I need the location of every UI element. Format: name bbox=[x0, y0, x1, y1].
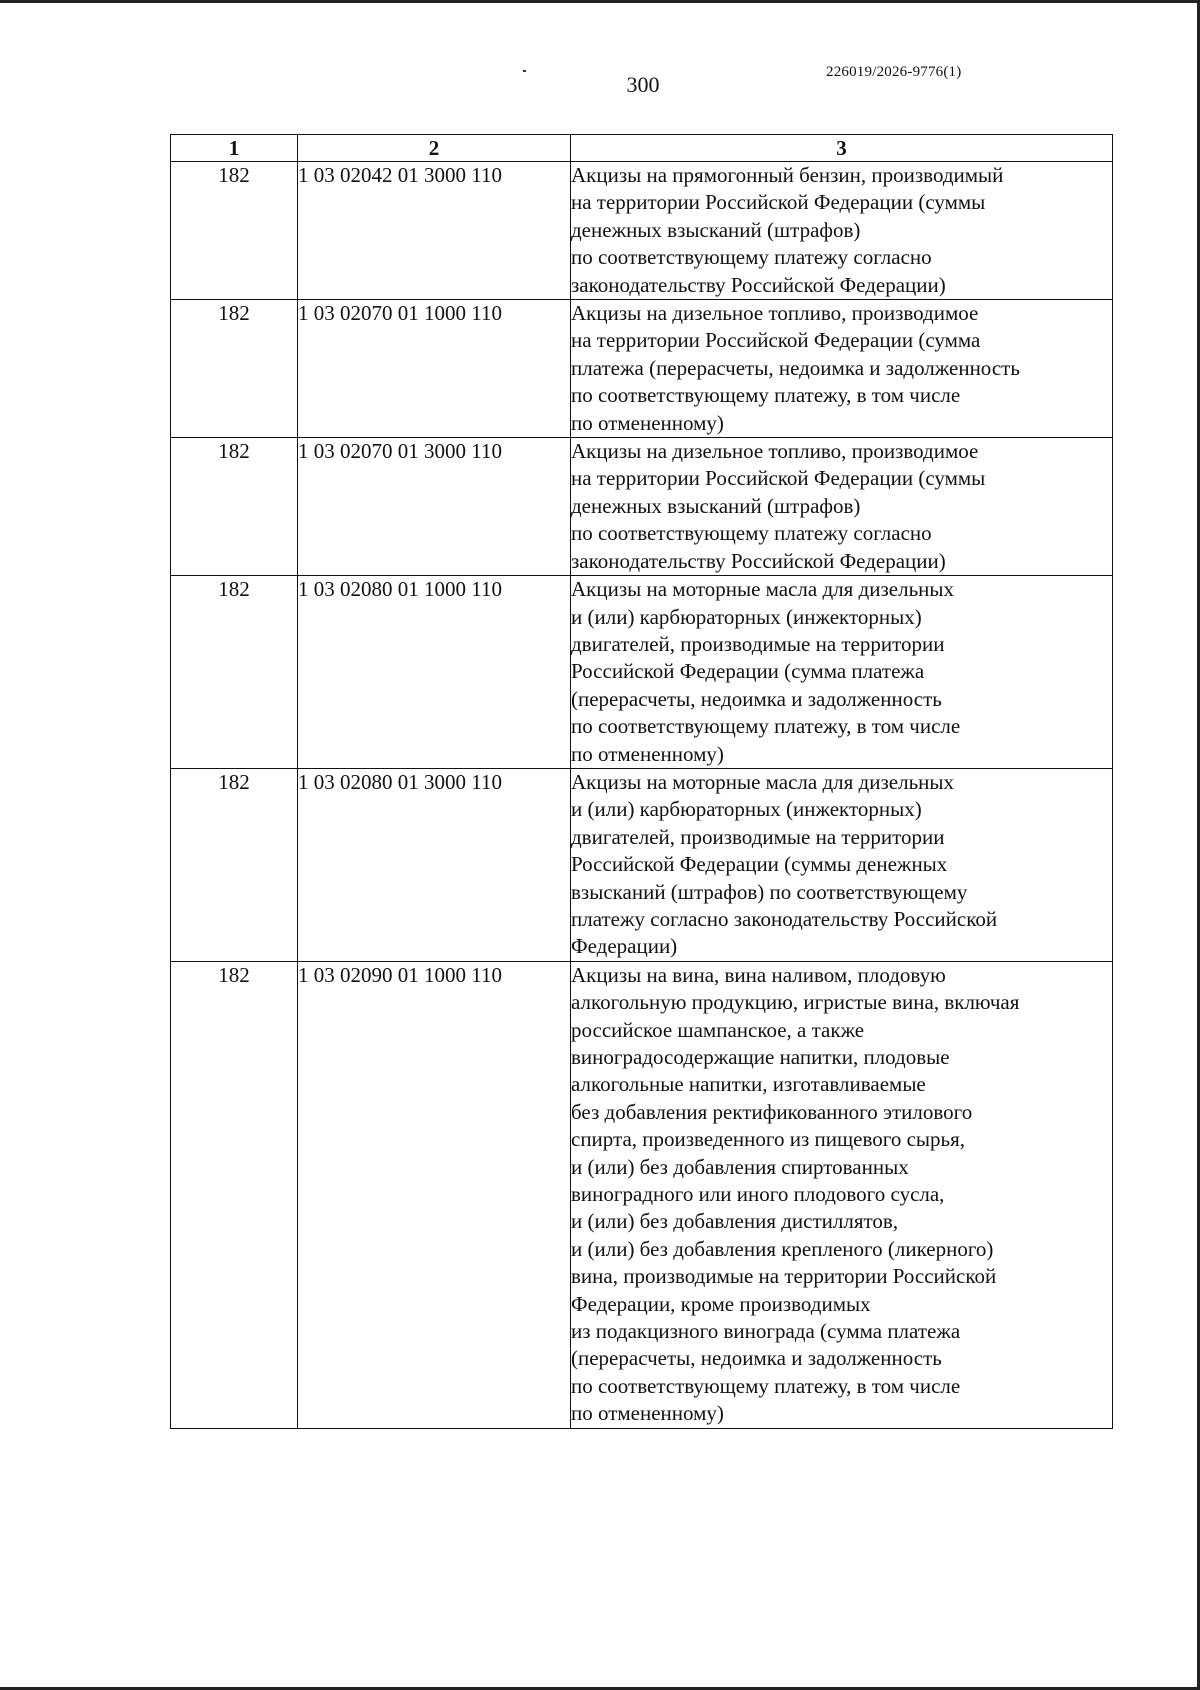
description-line: на территории Российской Федерации (суммы bbox=[571, 190, 986, 215]
description-line: Акцизы на вина, вина наливом, плодовую bbox=[571, 962, 946, 987]
description-line: денежных взысканий (штрафов) bbox=[571, 493, 861, 518]
description-line: платежа (перерасчеты, недоимка и задолженность bbox=[571, 355, 1020, 380]
table-header bbox=[171, 135, 1113, 162]
description-line: Акцизы на дизельное топливо, производимое bbox=[571, 439, 979, 464]
description-line: денежных взысканий (штрафов) bbox=[571, 217, 861, 242]
description-cell bbox=[571, 162, 1113, 300]
description-line: Российской Федерации (суммы денежных bbox=[571, 852, 948, 877]
description-line: (перерасчеты, недоимка и задолженность bbox=[571, 686, 942, 711]
description-line: по соответствующему платежу, в том числе bbox=[571, 714, 961, 739]
description-line: двигателей, производимые на территории bbox=[571, 824, 945, 849]
description-line: по отмененному) bbox=[571, 741, 724, 766]
budget-code-cell: 1 03 02042 01 3000 110 bbox=[298, 162, 571, 300]
description-line: из подакцизного винограда (сумма платежа bbox=[571, 1319, 961, 1344]
admin-code-cell: 182 bbox=[171, 300, 298, 438]
description-line: (перерасчеты, недоимка и задолженность bbox=[571, 1346, 942, 1371]
budget-code-cell: 1 03 02090 01 1000 110 bbox=[298, 961, 571, 1428]
page-number-text: 300 bbox=[626, 72, 660, 97]
admin-code-cell: 182 bbox=[171, 576, 298, 769]
description-line: Акцизы на моторные масла для дизельных bbox=[571, 769, 954, 794]
column-header-3: 3 bbox=[571, 135, 1113, 162]
description-line: Российской Федерации (сумма платежа bbox=[571, 659, 925, 684]
description-line: и (или) без добавления дистиллятов, bbox=[571, 1209, 899, 1234]
table-header-row bbox=[171, 135, 1113, 162]
budget-code-cell: 1 03 02080 01 1000 110 bbox=[298, 576, 571, 769]
description-line: без добавления ректификованного этилового bbox=[571, 1099, 973, 1124]
description-line: спирта, произведенного из пищевого сырья, bbox=[571, 1127, 965, 1152]
description-line: законодательству Российской Федерации) bbox=[571, 548, 946, 573]
column-header-1: 1 bbox=[171, 135, 298, 162]
admin-code-cell: 182 bbox=[171, 438, 298, 576]
description-line: Федерации, кроме производимых bbox=[571, 1291, 871, 1316]
description-line: Федерации) bbox=[571, 934, 678, 959]
budget-code-cell: 1 03 02070 01 3000 110 bbox=[298, 438, 571, 576]
description-line: на территории Российской Федерации (сумма bbox=[571, 328, 981, 353]
admin-code-cell: 182 bbox=[171, 961, 298, 1428]
description-line: и (или) без добавления спиртованных bbox=[571, 1154, 909, 1179]
description-line: алкогольную продукцию, игристые вина, включая bbox=[571, 990, 1020, 1015]
description-line: Акцизы на прямогонный бензин, производимый bbox=[571, 163, 1004, 187]
description-line: законодательству Российской Федерации) bbox=[571, 272, 946, 297]
description-line: двигателей, производимые на территории bbox=[571, 631, 945, 656]
description-line: алкогольные напитки, изготавливаемые bbox=[571, 1072, 926, 1097]
description-line: взысканий (штрафов) по соответствующему bbox=[571, 879, 968, 904]
page-number bbox=[0, 72, 1200, 98]
budget-code-cell: 1 03 02070 01 1000 110 bbox=[298, 300, 571, 438]
description-line: и (или) карбюраторных (инжекторных) bbox=[571, 797, 922, 822]
description-line: и (или) без добавления крепленого (ликерного) bbox=[571, 1236, 994, 1261]
admin-code-cell: 182 bbox=[171, 162, 298, 300]
budget-code-cell: 1 03 02080 01 3000 110 bbox=[298, 768, 571, 961]
description-line: Акцизы на дизельное топливо, производимое bbox=[571, 301, 979, 326]
admin-code-cell: 182 bbox=[171, 768, 298, 961]
description-line: по отмененному) bbox=[571, 410, 724, 435]
description-line: по соответствующему платежу, в том числе bbox=[571, 383, 961, 408]
description-line: Акцизы на моторные масла для дизельных bbox=[571, 577, 954, 602]
description-line: по соответствующему платежу согласно bbox=[571, 521, 932, 546]
description-line: виноградного или иного плодового сусла, bbox=[571, 1182, 945, 1207]
description-cell bbox=[571, 576, 1113, 769]
description-line: платежу согласно законодательству Российской bbox=[571, 906, 998, 931]
table-row bbox=[171, 162, 1113, 300]
description-line: по соответствующему платежу согласно bbox=[571, 245, 932, 270]
description-line: по отмененному) bbox=[571, 1401, 724, 1426]
description-cell bbox=[571, 300, 1113, 438]
description-cell bbox=[571, 438, 1113, 576]
table-row bbox=[171, 961, 1113, 1428]
description-cell bbox=[571, 961, 1113, 1428]
description-line: на территории Российской Федерации (суммы bbox=[571, 466, 986, 491]
table-row bbox=[171, 438, 1113, 576]
table-row bbox=[171, 768, 1113, 961]
description-line: и (или) карбюраторных (инжекторных) bbox=[571, 604, 922, 629]
table-row bbox=[171, 576, 1113, 769]
description-line: виноградосодержащие напитки, плодовые bbox=[571, 1045, 950, 1069]
budget-classification-table bbox=[170, 134, 1113, 1429]
page-edge-top bbox=[0, 0, 1200, 3]
description-line: по соответствующему платежу, в том числе bbox=[571, 1373, 961, 1398]
description-line: вина, производимые на территории Российской bbox=[571, 1264, 997, 1289]
column-header-2: 2 bbox=[298, 135, 571, 162]
document-id: 226019/2026-9776(1) bbox=[826, 64, 962, 80]
table-body bbox=[171, 162, 1113, 1429]
table-row bbox=[171, 300, 1113, 438]
description-cell bbox=[571, 768, 1113, 961]
description-line: российское шампанское, а также bbox=[571, 1017, 865, 1042]
